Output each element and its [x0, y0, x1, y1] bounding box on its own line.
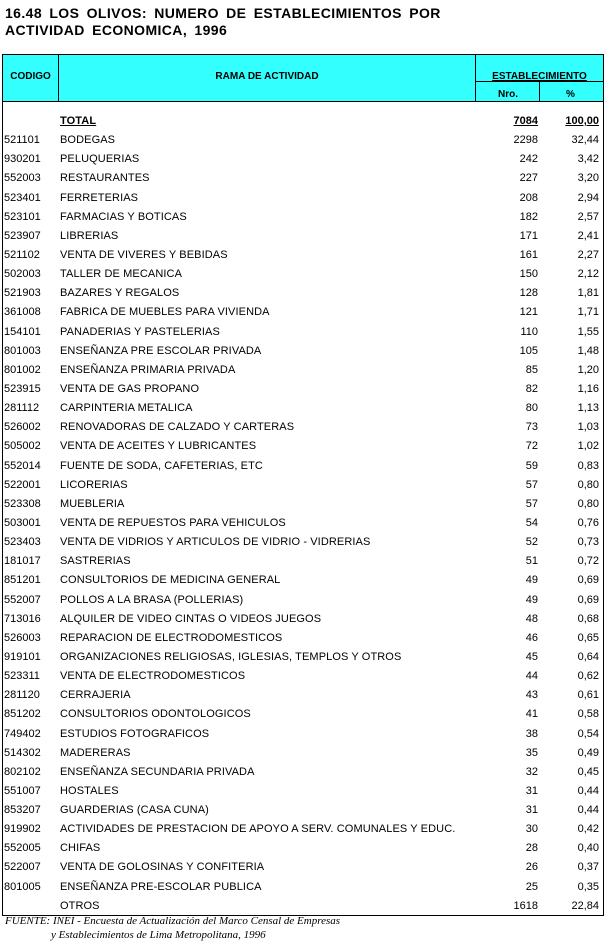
- header-codigo: CODIGO: [3, 55, 59, 101]
- activity-code-cell: 521102: [4, 248, 40, 261]
- count-cell: 31: [525, 784, 538, 797]
- table-body: [3, 115, 603, 919]
- table-row: [3, 613, 603, 632]
- percent-cell: 0,68: [577, 612, 599, 625]
- percent-cell: 0,62: [577, 670, 599, 683]
- count-cell: 25: [525, 880, 538, 893]
- activity-name-cell: VENTA DE REPUESTOS PARA VEHICULOS: [60, 516, 286, 529]
- percent-cell: 3,20: [577, 172, 599, 185]
- percent-cell: 1,48: [577, 344, 599, 357]
- percent-cell: 0,65: [577, 631, 599, 644]
- percent-cell: 0,44: [577, 784, 599, 797]
- count-cell: 44: [525, 670, 538, 683]
- activity-name-cell: BAZARES Y REGALOS: [60, 287, 180, 300]
- activity-name-cell: VENTA DE VIDRIOS Y ARTICULOS DE VIDRIO - VIDRERIAS: [60, 536, 371, 549]
- table-row: [3, 689, 603, 708]
- activity-name-cell: REPARACION DE ELECTRODOMESTICOS: [60, 631, 283, 644]
- table-row: [3, 574, 603, 593]
- header-percent: %: [540, 81, 603, 101]
- activity-code-cell: 802102: [4, 765, 41, 778]
- table-row: [3, 172, 603, 191]
- activity-name-cell: FABRICA DE MUEBLES PARA VIVIENDA: [60, 306, 270, 319]
- table-row: [3, 383, 603, 402]
- activity-name-cell: PELUQUERIAS: [60, 153, 140, 166]
- count-cell: 182: [519, 210, 538, 223]
- activity-code-cell: 526002: [4, 421, 41, 434]
- activity-code-cell: 552005: [4, 842, 41, 855]
- percent-cell: 0,49: [577, 746, 599, 759]
- table-row: [3, 766, 603, 785]
- count-cell: 54: [525, 516, 538, 529]
- percent-cell: 22,84: [571, 899, 599, 912]
- percent-cell: 0,64: [577, 650, 599, 663]
- table-row: [3, 555, 603, 574]
- total-nro: 7084: [513, 115, 538, 127]
- count-cell: 80: [525, 402, 538, 415]
- table-row: [3, 861, 603, 880]
- count-cell: 72: [525, 440, 538, 453]
- count-cell: 49: [525, 574, 538, 587]
- count-cell: 41: [525, 708, 538, 721]
- table-row: [3, 402, 603, 421]
- count-cell: 28: [525, 842, 538, 855]
- table-row: [3, 479, 603, 498]
- count-cell: 46: [525, 631, 538, 644]
- count-cell: 208: [519, 191, 538, 204]
- count-cell: 30: [525, 823, 538, 836]
- activity-code-cell: 522001: [4, 478, 41, 491]
- title-line-1: 16.48 LOS OLIVOS: NUMERO DE ESTABLECIMIENTOS POR: [5, 5, 441, 21]
- activity-name-cell: ENSEÑANZA PRIMARIA PRIVADA: [60, 363, 236, 376]
- percent-cell: 0,80: [577, 478, 599, 491]
- count-cell: 48: [525, 612, 538, 625]
- count-cell: 57: [525, 497, 538, 510]
- table-row: [3, 326, 603, 345]
- activity-code-cell: 749402: [4, 727, 41, 740]
- count-cell: 105: [519, 344, 538, 357]
- activity-name-cell: SASTRERIAS: [60, 555, 131, 568]
- table-row: [3, 785, 603, 804]
- percent-cell: 1,55: [577, 325, 599, 338]
- percent-cell: 2,27: [577, 248, 599, 261]
- table-title: [5, 5, 465, 39]
- activity-name-cell: CERRAJERIA: [60, 689, 131, 702]
- activity-code-cell: 505002: [4, 440, 41, 453]
- total-pct: 100,00: [565, 115, 599, 127]
- source-note: [5, 914, 425, 942]
- percent-cell: 0,42: [577, 823, 599, 836]
- activity-code-cell: 281120: [4, 689, 40, 702]
- count-cell: 57: [525, 478, 538, 491]
- activity-name-cell: FARMACIAS Y BOTICAS: [60, 210, 187, 223]
- activity-name-cell: VENTA DE VIVERES Y BEBIDAS: [60, 248, 228, 261]
- activity-name-cell: CONSULTORIOS DE MEDICINA GENERAL: [60, 574, 281, 587]
- count-cell: 51: [525, 555, 538, 568]
- activity-code-cell: 851202: [4, 708, 41, 721]
- table-row: [3, 230, 603, 249]
- count-cell: 227: [519, 172, 538, 185]
- activity-name-cell: TALLER DE MECANICA: [60, 268, 183, 281]
- percent-cell: 0,54: [577, 727, 599, 740]
- activity-name-cell: ENSEÑANZA PRE-ESCOLAR PUBLICA: [60, 880, 262, 893]
- table-row: [3, 842, 603, 861]
- source-line-1: FUENTE: INEI - Encuesta de Actualización del Marco Censal de Empresas: [5, 915, 341, 927]
- table-row: [3, 594, 603, 613]
- activity-name-cell: ORGANIZACIONES RELIGIOSAS, IGLESIAS, TEMPLOS Y OTROS: [60, 650, 402, 663]
- activity-code-cell: 523907: [4, 229, 41, 242]
- activity-name-cell: FUENTE DE SODA, CAFETERIAS, ETC: [60, 459, 263, 472]
- percent-cell: 1,81: [577, 287, 599, 300]
- table-row: [3, 498, 603, 517]
- header-rama-de-actividad: RAMA DE ACTIVIDAD: [59, 55, 476, 101]
- count-cell: 52: [525, 536, 538, 549]
- activity-name-cell: ENSEÑANZA SECUNDARIA PRIVADA: [60, 765, 255, 778]
- activity-name-cell: MUEBLERIA: [60, 497, 125, 510]
- activity-code-cell: 552014: [4, 459, 41, 472]
- table-row: [3, 747, 603, 766]
- activity-code-cell: 361008: [4, 306, 41, 319]
- table-row: [3, 536, 603, 555]
- activity-name-cell: CHIFAS: [60, 842, 101, 855]
- table-row: [3, 268, 603, 287]
- percent-cell: 1,71: [577, 306, 599, 319]
- activity-name-cell: MADERERAS: [60, 746, 131, 759]
- activity-name-cell: CONSULTORIOS ODONTOLOGICOS: [60, 708, 251, 721]
- table-row: [3, 670, 603, 689]
- activity-code-cell: 552007: [4, 593, 41, 606]
- header-establecimiento: ESTABLECIMIENTO: [492, 71, 587, 82]
- percent-cell: 0,44: [577, 804, 599, 817]
- count-cell: 73: [525, 421, 538, 434]
- activity-code-cell: 522007: [4, 861, 41, 874]
- activity-code-cell: 551007: [4, 784, 41, 797]
- activity-code-cell: 523311: [4, 670, 40, 683]
- activity-code-cell: 919101: [4, 650, 41, 663]
- table-row: [3, 421, 603, 440]
- activity-name-cell: VENTA DE ACEITES Y LUBRICANTES: [60, 440, 257, 453]
- count-cell: 1618: [513, 899, 538, 912]
- table-row: [3, 211, 603, 230]
- activity-name-cell: POLLOS A LA BRASA (POLLERIAS): [60, 593, 244, 606]
- activity-name-cell: HOSTALES: [60, 784, 119, 797]
- percent-cell: 0,45: [577, 765, 599, 778]
- source-line-2: y Establecimientos de Lima Metropolitana, 1996: [51, 929, 266, 941]
- activity-name-cell: LIBRERIAS: [60, 229, 119, 242]
- count-cell: 43: [525, 689, 538, 702]
- percent-cell: 0,58: [577, 708, 599, 721]
- activity-name-cell: RESTAURANTES: [60, 172, 150, 185]
- activity-name-cell: FERRETERIAS: [60, 191, 139, 204]
- percent-cell: 0,76: [577, 516, 599, 529]
- count-cell: 242: [519, 153, 538, 166]
- table-row: [3, 708, 603, 727]
- activity-code-cell: 502003: [4, 268, 41, 281]
- table-row: [3, 804, 603, 823]
- header-nro: Nro.: [476, 81, 540, 101]
- percent-cell: 1,16: [577, 382, 599, 395]
- percent-cell: 0,83: [577, 459, 599, 472]
- activity-name-cell: ALQUILER DE VIDEO CINTAS O VIDEOS JUEGOS: [60, 612, 322, 625]
- activity-code-cell: 521101: [4, 134, 40, 147]
- activity-name-cell: CARPINTERIA METALICA: [60, 402, 193, 415]
- count-cell: 150: [519, 268, 538, 281]
- activity-code-cell: 181017: [4, 555, 41, 568]
- activity-code-cell: 523401: [4, 191, 41, 204]
- percent-cell: 0,69: [577, 593, 599, 606]
- table-row: [3, 306, 603, 325]
- percent-cell: 1,03: [577, 421, 599, 434]
- percent-cell: 0,69: [577, 574, 599, 587]
- total-label: TOTAL: [60, 115, 97, 127]
- count-cell: 171: [519, 229, 538, 242]
- count-cell: 128: [519, 287, 538, 300]
- activity-name-cell: ESTUDIOS FOTOGRAFICOS: [60, 727, 210, 740]
- activity-code-cell: 853207: [4, 804, 41, 817]
- count-cell: 45: [525, 650, 538, 663]
- activity-name-cell: VENTA DE GOLOSINAS Y CONFITERIA: [60, 861, 265, 874]
- table-row: [3, 345, 603, 364]
- activity-code-cell: 552003: [4, 172, 41, 185]
- activity-code-cell: 514302: [4, 746, 41, 759]
- table-row: [3, 440, 603, 459]
- table-row: [3, 517, 603, 536]
- activity-name-cell: OTROS: [60, 899, 100, 912]
- percent-cell: 3,42: [577, 153, 599, 166]
- percent-cell: 1,13: [577, 402, 599, 415]
- activity-name-cell: ENSEÑANZA PRE ESCOLAR PRIVADA: [60, 344, 262, 357]
- percent-cell: 0,73: [577, 536, 599, 549]
- activity-code-cell: 919902: [4, 823, 41, 836]
- establishments-table: [2, 54, 604, 916]
- percent-cell: 2,41: [577, 229, 599, 242]
- percent-cell: 1,02: [577, 440, 599, 453]
- count-cell: 32: [525, 765, 538, 778]
- activity-code-cell: 801005: [4, 880, 41, 893]
- count-cell: 161: [519, 248, 538, 261]
- percent-cell: 0,61: [577, 689, 599, 702]
- activity-name-cell: LICORERIAS: [60, 478, 128, 491]
- activity-name-cell: ACTIVIDADES DE PRESTACION DE APOYO A SERV. COMUNALES Y EDUC.: [60, 823, 456, 836]
- table-row: [3, 134, 603, 153]
- table-row: [3, 364, 603, 383]
- percent-cell: 0,80: [577, 497, 599, 510]
- table-row: [3, 651, 603, 670]
- count-cell: 31: [525, 804, 538, 817]
- activity-code-cell: 281112: [4, 402, 40, 415]
- activity-code-cell: 801003: [4, 344, 41, 357]
- percent-cell: 0,72: [577, 555, 599, 568]
- count-cell: 35: [525, 746, 538, 759]
- activity-code-cell: 801002: [4, 363, 41, 376]
- percent-cell: 0,37: [577, 861, 599, 874]
- percent-cell: 0,40: [577, 842, 599, 855]
- percent-cell: 1,20: [577, 363, 599, 376]
- count-cell: 59: [525, 459, 538, 472]
- count-cell: 2298: [513, 134, 538, 147]
- count-cell: 121: [519, 306, 538, 319]
- activity-code-cell: 521903: [4, 287, 41, 300]
- percent-cell: 2,12: [577, 268, 599, 281]
- activity-code-cell: 851201: [4, 574, 41, 587]
- title-line-2: ACTIVIDAD ECONOMICA, 1996: [5, 22, 228, 38]
- count-cell: 85: [525, 363, 538, 376]
- activity-name-cell: VENTA DE GAS PROPANO: [60, 382, 200, 395]
- count-cell: 49: [525, 593, 538, 606]
- table-header: [3, 55, 603, 102]
- activity-code-cell: 523915: [4, 382, 41, 395]
- activity-code-cell: 523403: [4, 536, 41, 549]
- activity-code-cell: 526003: [4, 631, 41, 644]
- activity-code-cell: 523308: [4, 497, 41, 510]
- total-row: [3, 115, 603, 134]
- activity-code-cell: 154101: [4, 325, 41, 338]
- table-row: [3, 249, 603, 268]
- table-row: [3, 823, 603, 842]
- table-row: [3, 192, 603, 211]
- table-row: [3, 632, 603, 651]
- percent-cell: 2,94: [577, 191, 599, 204]
- percent-cell: 2,57: [577, 210, 599, 223]
- activity-code-cell: 713016: [4, 612, 41, 625]
- table-row: [3, 728, 603, 747]
- table-row: [3, 287, 603, 306]
- activity-name-cell: RENOVADORAS DE CALZADO Y CARTERAS: [60, 421, 295, 434]
- count-cell: 38: [525, 727, 538, 740]
- activity-name-cell: VENTA DE ELECTRODOMESTICOS: [60, 670, 246, 683]
- count-cell: 110: [520, 325, 538, 338]
- percent-cell: 0,35: [577, 880, 599, 893]
- activity-code-cell: 523101: [4, 210, 41, 223]
- table-row: [3, 460, 603, 479]
- activity-code-cell: 930201: [4, 153, 41, 166]
- activity-name-cell: GUARDERIAS (CASA CUNA): [60, 804, 209, 817]
- count-cell: 82: [525, 382, 538, 395]
- percent-cell: 32,44: [571, 134, 599, 147]
- table-row: [3, 881, 603, 900]
- activity-name-cell: PANADERIAS Y PASTELERIAS: [60, 325, 220, 338]
- table-row: [3, 153, 603, 172]
- count-cell: 26: [525, 861, 538, 874]
- activity-code-cell: 503001: [4, 516, 41, 529]
- activity-name-cell: BODEGAS: [60, 134, 116, 147]
